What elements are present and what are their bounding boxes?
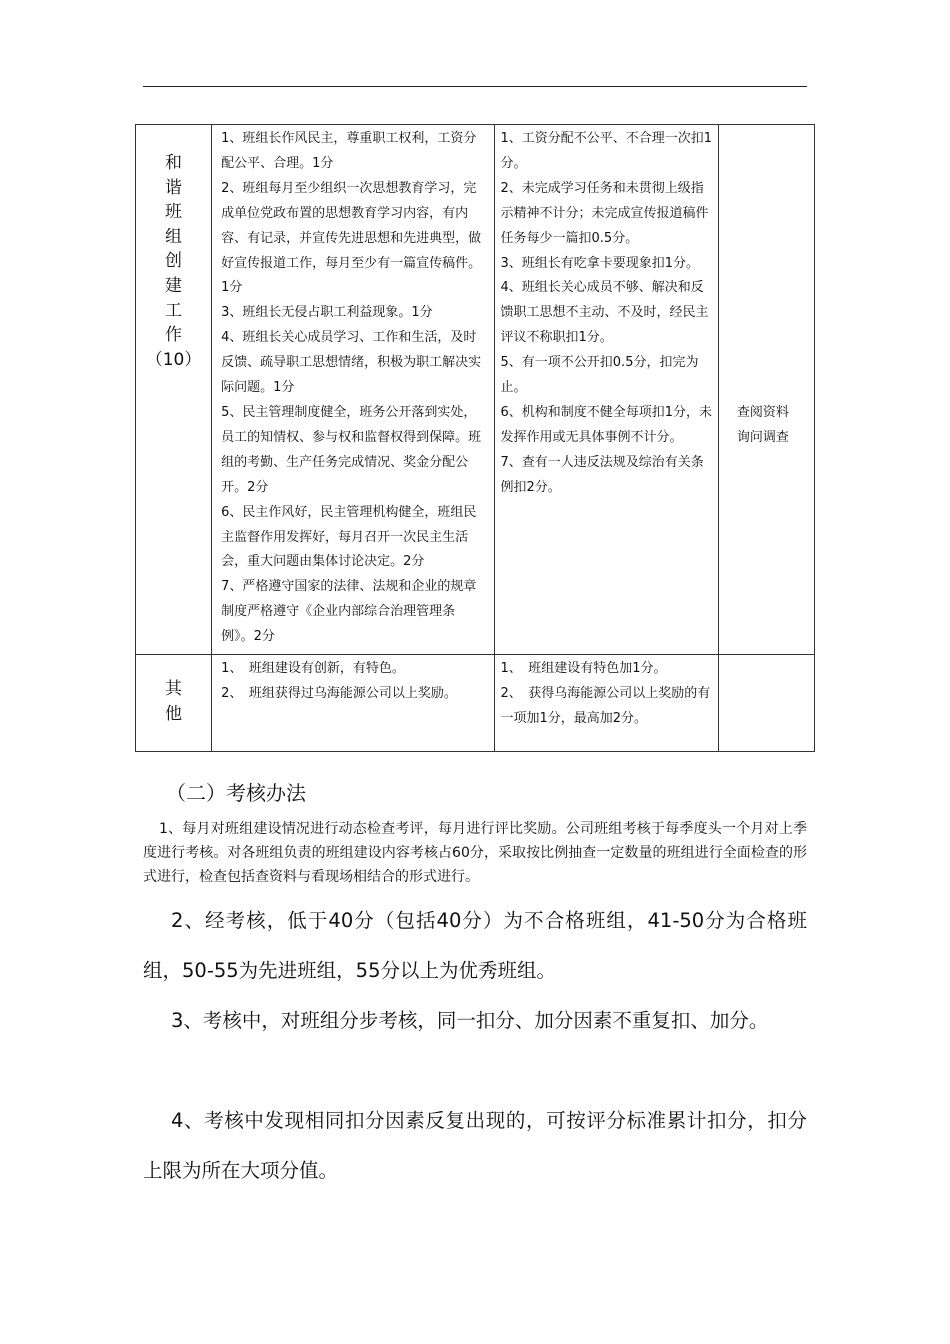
table-row: [136, 655, 815, 752]
category-char: 班: [165, 202, 183, 223]
header-rule: [143, 86, 807, 87]
category-char: 创: [165, 251, 183, 272]
deduction-item: 7、查有一人违反法规及综治有关条例扣2分。: [500, 454, 704, 495]
deduction-item: 5、有一项不公开扣0.5分，扣完为止。: [500, 355, 699, 396]
standards-cell: [212, 655, 494, 752]
category-char: 和: [165, 153, 183, 173]
category-char: 其: [165, 679, 183, 700]
method-line: 查阅资料: [736, 405, 789, 420]
method-cell-empty: [718, 655, 814, 752]
standard-item: 2、 班组获得过乌海能源公司以上奖励。: [221, 685, 457, 701]
category-char: 谐: [165, 177, 183, 198]
category-char: 他: [165, 703, 183, 724]
paragraph-1: 1、每月对班组建设情况进行动态检查考评，每月进行评比奖励。公司班组考核于每季度头一个月对上季度进行考核。对各班组负责的班组建设内容考核占60分，采取按比例抽查一定数量的班组进行全面检查的形式进行，检查包括查资料与看现场相结合的形式进行。: [143, 821, 807, 885]
standard-item: 6、民主作风好，民主管理机构健全，班组民主监督作用发挥好，每月召开一次民主生活会，重大问题由集体讨论决定。2分: [221, 504, 477, 570]
category-char: 组: [165, 226, 183, 247]
deduction-item: 4、班组长关心成员不够、解决和反馈职工思想不主动、不及时，经民主评议不称职扣1分。: [500, 280, 709, 346]
category-char: 建: [165, 275, 183, 296]
assessment-table: [135, 124, 815, 752]
category-char: 工: [165, 300, 183, 321]
standard-item: 1、班组长作风民主，尊重职工权利，工资分配公平、合理。1分: [221, 131, 477, 171]
standard-item: 7、严格遵守国家的法律、法规和企业的规章制度严格遵守《企业内部综合治理管理条例》。2分: [221, 579, 477, 645]
category-char: 作: [165, 325, 183, 346]
method-line: 询问调查: [736, 429, 789, 445]
deduction-item: 1、 班组建设有特色加1分。: [500, 661, 667, 677]
paragraph-2: 2、经考核，低于40分（包括40分）为不合格班组，41-50分为合格班组，50-55为先进班组，55分以上为优秀班组。: [143, 909, 807, 982]
standard-item: 4、班组长关心成员学习、工作和生活，及时反馈、疏导职工思想情绪，积极为职工解决实际问题。1分: [221, 330, 482, 396]
standard-item: 3、班组长无侵占职工利益现象。1分: [221, 305, 433, 321]
category-cell: [136, 125, 212, 655]
category-char: （10）: [145, 349, 202, 370]
deduction-item: 2、未完成学习任务和未贯彻上级指示精神不计分；未完成宣传报道稿件任务每少一篇扣0.5分。: [500, 180, 709, 246]
deductions-cell: [494, 655, 718, 752]
standard-item: 1、 班组建设有创新，有特色。: [221, 661, 405, 677]
table-row: [136, 125, 815, 655]
section-heading: （二）考核办法: [166, 781, 306, 805]
deduction-item: 3、班组长有吃拿卡要现象扣1分。: [500, 255, 700, 271]
method-cell: [718, 125, 814, 655]
paragraph-4: 4、考核中发现相同扣分因素反复出现的，可按评分标准累计扣分，扣分上限为所在大项分值。: [143, 1109, 807, 1182]
deductions-cell: [494, 125, 718, 655]
deduction-item: 6、机构和制度不健全每项扣1分，未发挥作用或无具体事例不计分。: [500, 404, 713, 445]
deduction-item: 1、工资分配不公平、不合理一次扣1分。: [500, 131, 713, 171]
category-cell: [136, 655, 212, 752]
standard-item: 2、班组每月至少组织一次思想教育学习，完成单位党政布置的思想教育学习内容，有内容、有记录，并宣传先进思想和先进典型，做好宣传报道工作，每月至少有一篇宣传稿件。1分: [221, 180, 482, 296]
paragraph-3: 3、考核中，对班组分步考核，同一扣分、加分因素不重复扣、加分。: [171, 1009, 769, 1032]
standards-cell: [212, 125, 494, 655]
standard-item: 5、民主管理制度健全，班务公开落到实处，员工的知情权、参与权和监督权得到保障。班组的考勤、生产任务完成情况、奖金分配公开。2分: [221, 404, 482, 495]
deduction-item: 2、 获得乌海能源公司以上奖励的有一项加1分，最高加2分。: [500, 685, 711, 726]
